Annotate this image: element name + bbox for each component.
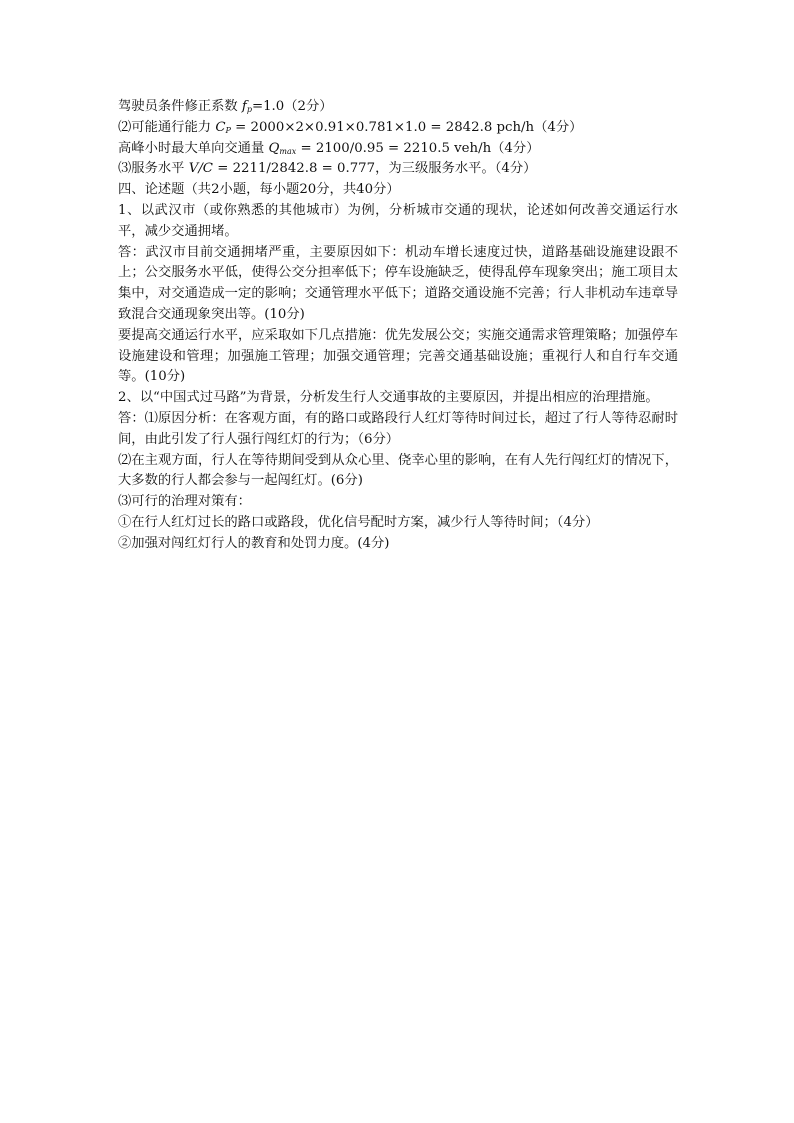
question-2: 2、以“中国式过马路”为背景，分析发生行人交通事故的主要原因，并提出相应的治理措施。 [118, 390, 659, 406]
possible-capacity-var: C [215, 119, 226, 135]
question-2-answer-part-4: ①在行人红灯过长的路口或路段，优化信号配时方案，减少行人等待时间；（4分） [118, 514, 599, 530]
question-2-answer-part-2: ⑵在主观方面，行人在等待期间受到从众心里、侥幸心里的影响，在有人先行闯红灯的情况下，大多数的行人都会参与一起闯红灯。(6分) [118, 452, 678, 489]
possible-capacity-sub: P [225, 125, 231, 135]
driver-factor-line [118, 97, 678, 118]
service-level-value: = 2211/2842.8 = 0.777，为三级服务水平。（4分） [212, 161, 537, 177]
possible-capacity-label: ⑵可能通行能力 [118, 119, 216, 135]
service-level-line [118, 159, 678, 180]
question-1: 1、以武汉市（或你熟悉的其他城市）为例，分析城市交通的现状，论述如何改善交通运行水平，减少交通拥堵。 [118, 202, 678, 239]
peak-volume-var: Q [268, 140, 280, 156]
peak-volume-value: = 2100/0.95 = 2210.5 veh/h（4分） [296, 140, 540, 156]
driver-factor-var: f [241, 99, 247, 114]
driver-factor-label: 驾驶员条件修正系数 [118, 99, 242, 114]
peak-volume-sub: max [279, 146, 297, 156]
possible-capacity-value: = 2000×2×0.91×0.781×1.0 = 2842.8 pch/h（4分） [230, 119, 583, 135]
driver-factor-sub: p [246, 105, 252, 114]
question-2-answer-part-3: ⑶可行的治理对策有： [118, 494, 251, 510]
question-2-answer-part-1: 答：⑴原因分析：在客观方面，有的路口或路段行人红灯等待时间过长，超过了行人等待忍耐时间，由此引发了行人强行闯红灯的行为；（6分） [118, 410, 678, 447]
peak-volume-label: 高峰小时最大单向交通量 [118, 140, 269, 156]
question-1-answer-part-1: 答：武汉市目前交通拥堵严重，主要原因如下：机动车增长速度过快，道路基础设施建设跟不上；公交服务水平低，使得公交分担率低下；停车设施缺乏，使得乱停车现象突出；施工项目太集中，对交通造成一定的影响；交通管理水平低下；道路交通设施不完善；行人非机动车违章导致混合交通现象突出等。(10分) [118, 244, 678, 322]
document-page [118, 97, 678, 555]
section-heading: 四、论述题（共2小题，每小题20分，共40分） [118, 182, 400, 198]
question-2-answer-part-5: ②加强对闯红灯行人的教育和处罚力度。(4分) [118, 535, 390, 551]
driver-factor-value: =1.0（2分） [251, 99, 333, 114]
possible-capacity-line [118, 118, 678, 139]
peak-volume-line [118, 139, 678, 160]
service-level-label: ⑶服务水平 [118, 161, 189, 177]
question-1-answer-part-2: 要提高交通运行水平，应采取如下几点措施：优先发展公交；实施交通需求管理策略；加强停车设施建设和管理；加强施工管理；加强交通管理；完善交通基础设施；重视行人和自行车交通等。(10分) [118, 327, 678, 385]
service-level-var: V/C [188, 161, 213, 177]
